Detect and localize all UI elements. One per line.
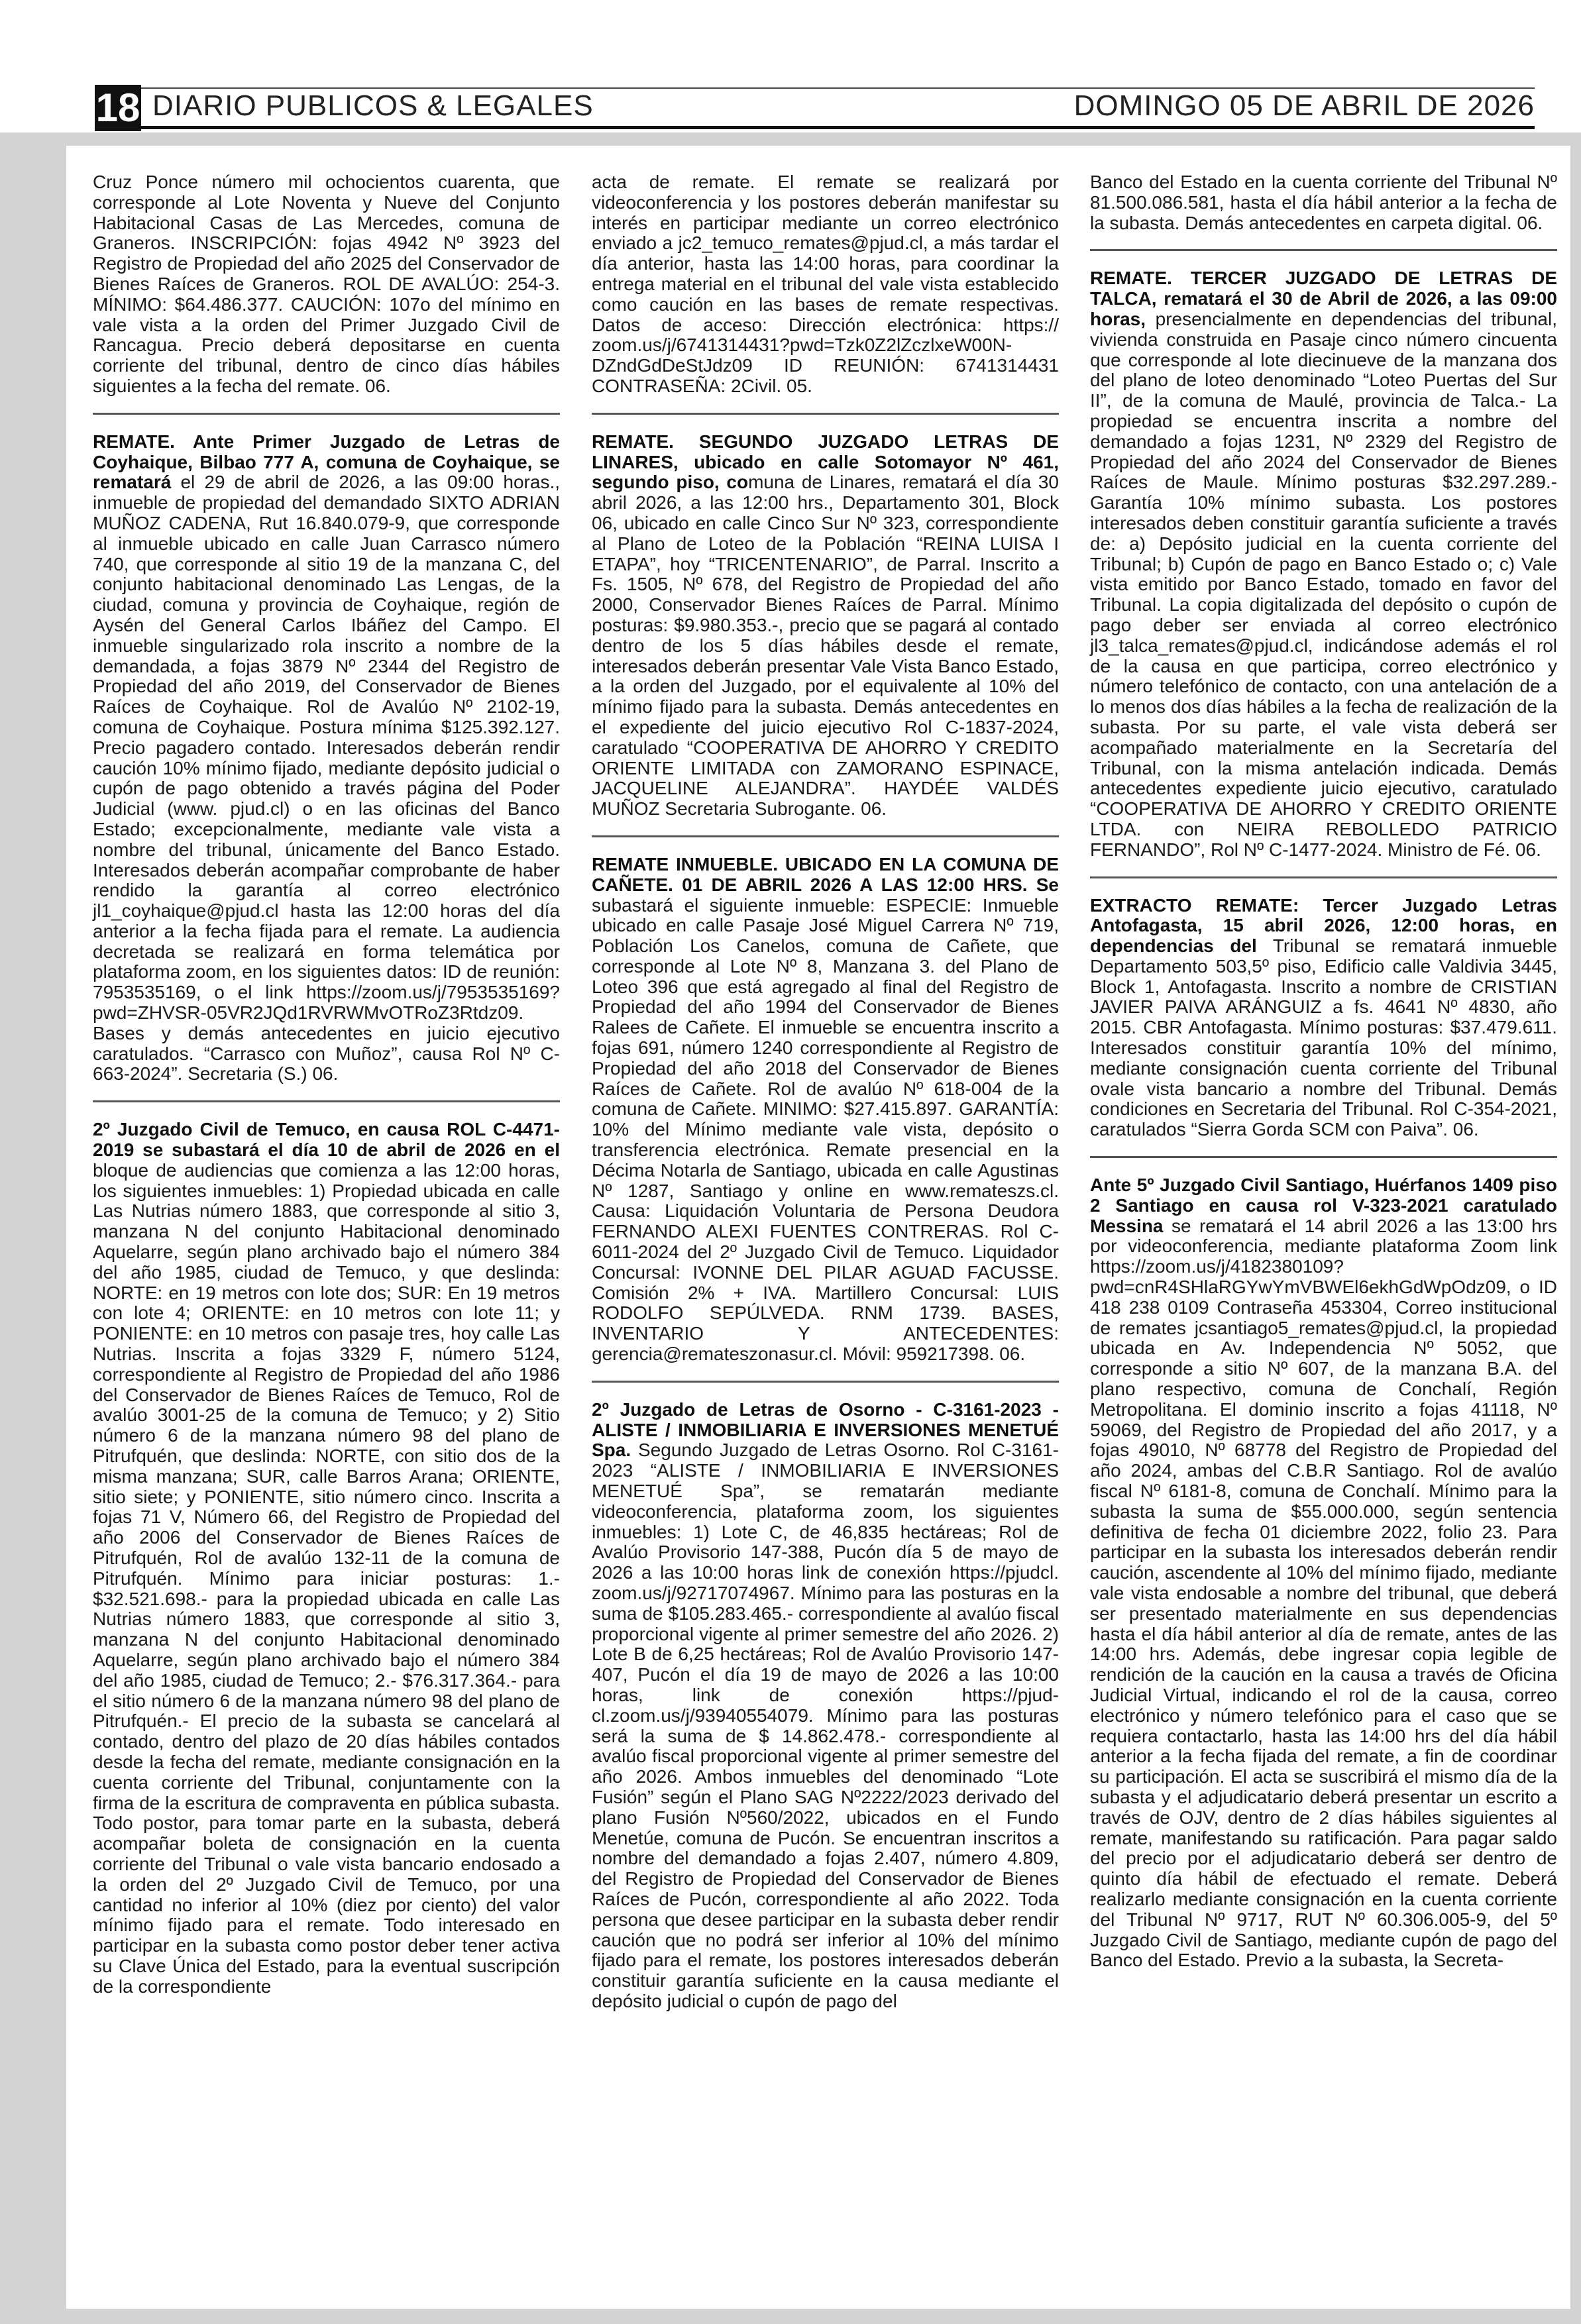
notice-lead: REMATE INMUEBLE. UBICADO EN LA COMUNA DE CAÑETE. 01 DE ABRIL 2026 A LAS 12:00 HRS. Se	[592, 853, 1059, 895]
notice-lead: REMATE. Ante Primer Juzgado de Letras de Coyhaique, Bilbao 777 A, comuna de Coyhaique, se rematará	[93, 431, 560, 493]
notice	[93, 432, 560, 1085]
notice-separator	[93, 413, 560, 415]
notice-lead: 2º Juzgado de Letras de Osorno - C-3161-2023 - ALISTE / INMOBILIARIA E INVERSIONES MENETUÉ Spa.	[592, 1399, 1059, 1461]
header-bottom-rule	[95, 126, 1535, 129]
notice-body: Segundo Juzgado de Letras Osorno. Rol C-3161-2023 “ALISTE / INMOBILIARIA E INVERSIONES MENETUÉ Spa”, se rematarán mediante videoconferencia, plataforma zoom, los siguientes inmuebles: 1) Lote C, de 46,835 hectáreas; Rol de Avalúo Provisorio 147-388, Pucón día 5 de mayo de 2026 a las 10:00 horas link de conexión https://pjudcl. zoom.us/j/92717074967. Mínimo para las posturas en la suma de $105.283.465.- correspondiente al avalúo fiscal proporcional vigente al primer semestre del año 2026. 2) Lote B de 6,25 hectáreas; Rol de Avalúo Provisorio 147-407, Pucón el día 19 de mayo de 2026 a las 10:00 horas, link de conexión https://pjud-cl.zoom.us/j/93940554079. Mínimo para las posturas será la suma de $ 14.862.478.- correspondiente al avalúo fiscal proporcional vigente al primer semestre del año 2026. Ambos inmuebles del denominado “Lote Fusión” según el Plano SAG Nº2222/2023 derivado del plano Fusión Nº560/2022, ubicados en el Fundo Menetúe, comuna de Pucón. Se encuentran inscritos a nombre del demandado a fojas 2.407, número 4.809, del Registro de Propiedad del Conservador de Bienes Raíces de Pucón, correspondiente al año 2022. Toda persona que desee participar en la subasta deber rendir caución que no podrá ser inferior al 10% del mínimo fijado para el remate, los postores interesados deberán constituir garantía suficiente en la causa mediante el depósito judicial o cupón de pago del	[592, 1440, 1059, 2011]
notice	[592, 172, 1059, 397]
notice-body: Cruz Ponce número mil ochocientos cuarenta, que corresponde al Lote Noventa y Nueve del Conjunto Habitacional Casas de Las Mercedes, comuna de Graneros. INSCRIPCIÓN: fojas 4942 Nº 3923 del Registro de Propiedad del año 2025 del Conservador de Bienes Raíces de Graneros. ROL DE AVALÚO: 254-3. MÍNIMO: $64.486.377. CAUCIÓN: 107o del mínimo en vale vista a la orden del Primer Juzgado Civil de Rancagua. Precio deberá depositarse en cuenta corriente del tribunal, dentro de cinco días hábiles siguientes a la fecha del remate. 06.	[93, 172, 560, 396]
issue-date: DOMINGO 05 DE ABRIL DE 2026	[1073, 89, 1535, 122]
notice-body: muna de Linares, rematará el día 30 abril 2026, a las 12:00 hrs., Departamento 301, Block 06, ubicado en calle Cinco Sur Nº 323, correspondiente al Plano de Loteo de la Población “REINA LUISA I ETAPA”, hoy “TRICENTENARIO”, de Parral. Inscrito a Fs. 1505, Nº 678, del Registro de Propiedad del año 2000, Conservador Bienes Raíces de Parral. Mínimo posturas: $9.980.353.-, precio que se pagará al contado dentro de los 5 días hábiles desde el remate, interesados deberán presentar Vale Vista Banco Estado, a la orden del Juzgado, por el equivalente al 10% del mínimo fijado para la subasta. Demás antecedentes en el expediente del juicio ejecutivo Rol C-1837-2024, caratulado “COOPERATIVA DE AHORRO Y CREDITO ORIENTE LIMITADA con ZAMORANO ESPINACE, JACQUELINE ALEJANDRA”. HAYDÉE VALDÉS MUÑOZ Secretaria Subrogante. 06.	[592, 472, 1059, 819]
notice	[1090, 172, 1557, 233]
notice	[1090, 1175, 1557, 1971]
notice-lead: Ante 5º Juzgado Civil Santiago, Huérfanos 1409 piso 2 Santiago en causa rol V-323-2021 caratulado Messina	[1090, 1175, 1557, 1236]
page-header	[0, 0, 1581, 132]
notice-lead: REMATE. SEGUNDO JUZGADO LETRAS DE LINARES, ubicado en calle Sotomayor Nº 461, segundo piso, co	[592, 431, 1059, 493]
notice-body: el 29 de abril de 2026, a las 09:00 horas., inmueble de propiedad del demandado SIXTO ADRIAN MUÑOZ CADENA, Rut 16.840.079-9, que corresponde al inmueble ubicado en calle Juan Carrasco número 740, que corresponde al sitio 19 de la manzana C, del conjunto habitacional denominado Las Lengas, de la ciudad, comuna y provincia de Coyhaique, región de Aysén del General Carlos Ibáñez del Campo. El inmueble singularizado rola inscrito a nombre de la demandada, a fojas 3879 Nº 2344 del Registro de Propiedad del año 2019, del Conservador de Bienes Raíces de Coyhaique. Rol de Avalúo Nº 2102-19, comuna de Coyhaique. Postura mínima $125.392.127. Precio pagadero contado. Interesados deberán rendir caución 10% mínimo fijado, mediante depósito judicial o cupón de pago obtenido a través página del Poder Judicial (www. pjud.cl) o en las oficinas del Banco Estado; excepcionalmente, mediante vale vista a nombre del tribunal, únicamente del Banco Estado. Interesados deberán acompañar comprobante de haber rendido la garantía al correo electrónico jl1_coyhaique@pjud.cl hasta las 12:00 horas del día anterior a la fecha fijada para el remate. La audiencia decretada se realizará en forma telemática por plataforma zoom, en los siguientes datos: ID de reunión: 7953535169, o el link https://zoom.us/j/7953535169?pwd=ZHVSR-05VR2JQd1RVRWMvOTRoZ3Rtdz09. Bases y demás antecedentes en juicio ejecutivo caratulados. “Carrasco con Muñoz”, causa Rol Nº C-663-2024”. Secretaria (S.) 06.	[93, 472, 560, 1084]
notice-separator	[592, 413, 1059, 415]
notice-body: acta de remate. El remate se realizará por videoconferencia y los postores deberán manifestar su interés en participar mediante un correo electrónico enviado a jc2_temuco_remates@pjud.cl, a más tardar el día anterior, hasta las 14:00 horas, para coordinar la entrega material en el tribunal del vale vista establecido como caución en las bases de remate respectivas. Datos de acceso: Dirección electrónica: https:// zoom.us/j/6741314431?pwd=Tzk0Z2lZczlxeW00N-DZndGdDeStJdz09 ID REUNIÓN: 6741314431 CONTRASEÑA: 2Civil. 05.	[592, 172, 1059, 396]
notice-separator	[592, 1381, 1059, 1383]
header-top-rule	[95, 87, 1535, 89]
notice-separator	[93, 1100, 560, 1102]
notice	[1090, 896, 1557, 1141]
notice-body: bloque de audiencias que comienza a las 12:00 horas, los siguientes inmuebles: 1) Propiedad ubicada en calle Las Nutrias número 1883, que corresponde al sitio 3, manzana N del conjunto Habitacional denominado Aquelarre, según plano archivado bajo el número 384 del año 1985, ciudad de Temuco, y que deslinda: NORTE: en 19 metros con lote dos; SUR: En 19 metros con lote 4; ORIENTE: en 10 metros con lote 11; y PONIENTE: en 10 metros con pasaje tres, hoy calle Las Nutrias. Inscrita a fojas 3329 F, número 5124, correspondiente al Registro de Propiedad del año 1986 del Conservador de Bienes Raíces de Temuco, Rol de avalúo 3001-25 de la comuna de Temuco; y 2) Sitio número 6 de la manzana número 98 del plano de Pitrufquén, que deslinda: NORTE, con sitio dos de la misma manzana; SUR, calle Barros Arana; ORIENTE, sitio siete; y PONIENTE, sitio número cinco. Inscrita a fojas 71 V, Número 66, del Registro de Propiedad del año 2006 del Conservador de Bienes Raíces de Pitrufquén, Rol de avalúo 132-11 de la comuna de Pitrufquén. Mínimo para iniciar posturas: 1.- $32.521.698.- para la propiedad ubicada en calle Las Nutrias número 1883, que corresponde al sitio 3, manzana N del conjunto Habitacional denominado Aquelarre, según plano archivado bajo el número 384 del año 1985, ciudad de Temuco; 2.- $76.317.364.- para el sitio número 6 de la manzana número 98 del plano de Pitrufquén.- El precio de la subasta se cancelará al contado, dentro del plazo de 20 días hábiles contados desde la fecha del remate, mediante consignación en la cuenta corriente del Tribunal, conjuntamente con la firma de la escritura de compraventa en pública subasta. Todo postor, para tomar parte en la subasta, deberá acompañar boleta de consignación en la cuenta corriente del Tribunal o vale vista bancario endosado a la orden del 2º Juzgado Civil de Temuco, por una cantidad no inferior al 10% (diez por ciento) del valor mínimo fijado para el remate. Todo interesado en participar en la subasta como postor deber tener activa su Clave Única del Estado, para la eventual suscripción de la correspondiente	[93, 1159, 560, 1997]
column-2	[592, 172, 1059, 2012]
notice-body: Banco del Estado en la cuenta corriente del Tribunal Nº 81.500.086.581, hasta el día hábil anterior a la fecha de la subasta. Demás antecedentes en carpeta digital. 06.	[1090, 172, 1557, 233]
notice-lead: 2º Juzgado Civil de Temuco, en causa ROL C-4471-2019 se subastará el día 10 de abril de 2026 en el	[93, 1119, 560, 1161]
notice	[93, 172, 560, 397]
notice	[592, 1400, 1059, 2012]
notice-lead: EXTRACTO REMATE: Tercer Juzgado Letras Antofagasta, 15 abril 2026, 12:00 horas, en dependencias del	[1090, 894, 1557, 957]
notice-lead: REMATE. TERCER JUZGADO DE LETRAS DE TALCA, rematará el 30 de Abril de 2026, a las 09:00 horas,	[1090, 268, 1557, 329]
notice	[592, 432, 1059, 819]
column-3	[1090, 172, 1557, 1971]
notice-separator	[592, 835, 1059, 837]
newspaper-section-title: DIARIO PUBLICOS & LEGALES	[152, 89, 594, 122]
notice-separator	[1090, 249, 1557, 251]
notice-body: subastará el siguiente inmueble: ESPECIE: Inmueble ubicado en calle Pasaje José Miguel Carrera Nº 719, Población Los Canelos, comuna de Cañete, que corresponde al Lote Nº 8, Manzana 3. del Plano de Loteo 396 que está agregado al final del Registro de Propiedad del año 1994 del Conservador de Bienes Ralees de Cañete. El inmueble se encuentra inscrito a fojas 691, número 1240 correspondiente al Registro de Propiedad del año 2018 del Conservador de Bienes Raíces de Cañete. Rol de avalúo Nº 618-004 de la comuna de Cañete. MINIMO: $27.415.897. GARANTÍA: 10% del Mínimo mediante vale vista, depósito o transferencia electrónica. Remate presencial en la Décima Notarla de Santiago, ubicada en calle Agustinas Nº 1287, Santiago y online en www.remateszs.cl. Causa: Liquidación Voluntaria de Persona Deudora FERNANDO ALEXI FUENTES CONTRERAS. Rol C-6011-2024 del 2º Juzgado Civil de Temuco. Liquidador Concursal: IVONNE DEL PILAR AGUAD FACUSSE. Comisión 2% + IVA. Martillero Concursal: LUIS RODOLFO SEPÚLVEDA. RNM 1739. BASES, INVENTARIO Y ANTECEDENTES: gerencia@remateszonasur.cl. Móvil: 959217398. 06.	[592, 894, 1059, 1365]
column-1	[93, 172, 560, 1997]
notice	[1090, 268, 1557, 860]
notice	[93, 1120, 560, 1997]
notice-body: presencialmente en dependencias del tribunal, vivienda construida en Pasaje cinco número cincuenta que corresponde al lote diecinueve de la manzana dos del plano de loteo denominado “Loteo Puertas del Sur II”, de la comuna de Maulé, provincia de Talca.- La propiedad se encuentra inscrita a nombre del demandado a fojas 1231, Nº 2329 del Registro de Propiedad del año 2024 del Conservador de Bienes Raíces de Maule. Mínimo posturas $32.297.289.- Garantía 10% mínimo subasta. Los postores interesados deben constituir garantía suficiente a través de: a) Depósito judicial en la cuenta corriente del Tribunal; b) Cupón de pago en Banco Estado o; c) Vale vista emitido por Banco Estado, tomado en favor del Tribunal. La copia digitalizada del depósito o cupón de pago deber ser enviada al correo electrónico jl3_talca_remates@pjud.cl, indicándose además el rol de la causa en que participa, correo electrónico y número telefónico de contacto, con una antelación de a lo menos dos días hábiles a la fecha de realización de la subasta. Por su parte, el vale vista deberá ser acompañado materialmente en la Secretaría del Tribunal, con la misma antelación indicada. Demás antecedentes expediente juicio ejecutivo, caratulado “COOPERATIVA DE AHORRO Y CREDITO ORIENTE LTDA. con NEIRA REBOLLEDO PATRICIO FERNANDO”, Rol Nº C-1477-2024. Ministro de Fé. 06.	[1090, 308, 1557, 860]
page-number: 18	[95, 85, 140, 130]
notice-separator	[1090, 1156, 1557, 1158]
notice-separator	[1090, 876, 1557, 878]
notice-body: Tribunal se rematará inmueble Departamento 503,5º piso, Edificio calle Valdivia 3445, Block 1, Antofagasta. Inscrito a nombre de CRISTIAN JAVIER PAIVA ARÁNGUIZ a fs. 4641 Nº 4830, año 2015. CBR Antofagasta. Mínimo posturas: $37.479.611. Interesados constituir garantía 10% del mínimo, mediante consignación cuenta corriente del Tribunal ovale vista bancario a nombre del Tribunal. Demás condiciones en Secretaria del Tribunal. Rol C-354-2021, caratulados “Sierra Gorda SCM con Paiva”. 06.	[1090, 935, 1557, 1140]
notices-page	[66, 146, 1570, 2309]
notice	[592, 855, 1059, 1365]
notice-body: se rematará el 14 abril 2026 a las 13:00 hrs por videoconferencia, mediante plataforma Zoom link https://zoom.us/j/4182380109?pwd=cnR4SHlaRGYwYmVBWEl6ekhGdWpOdz09, o ID 418 238 0109 Contraseña 453304, Correo institucional de remates jcsantiago5_remates@pjud.cl, la propiedad ubicada en Av. Independencia Nº 5052, que corresponde a sitio Nº 607, de la manzana B.A. del plano respectivo, comuna de Conchalí, Región Metropolitana. El dominio inscrito a fojas 41118, Nº 59069, del Registro de Propiedad del año 2017, y a fojas 49010, Nº 68778 del Registro de Propiedad del año 2024, ambas del C.B.R Santiago. Rol de avalúo fiscal Nº 6181-8, comuna de Conchalí. Mínimo para la subasta la suma de $55.000.000, según sentencia definitiva de fecha 01 diciembre 2022, folio 23. Para participar en la subasta los interesados deberán rendir caución, ascendente al 10% del mínimo fijado, mediante vale vista endosable a nombre del tribunal, que deberá ser presentado materialmente en sus dependencias hasta el día hábil anterior al día de remate, antes de las 14:00 hrs. Además, debe ingresar copia legible de rendición de la caución en la causa a través de Oficina Judicial Virtual, indicando el rol de la causa, correo electrónico y número telefónico para el caso que se requiera contactarlo, hasta las 14:00 hrs del día hábil anterior a la fecha fijada del remate, a fin de coordinar su participación. El acta se suscribirá el mismo día de la subasta y el adjudicatario deberá presentar un escrito a través de OJV, dentro de 2 días hábiles siguientes al remate, manifestando su ratificación. Para pagar saldo del precio por el adjudicatario deberá ser dentro de quinto día hábil de efectuado el remate. Deberá realizarlo mediante consignación en la cuenta corriente del Tribunal Nº 9717, RUT Nº 60.306.005-9, del 5º Juzgado Civil de Santiago, mediante cupón de pago del Banco del Estado. Previo a la subasta, la Secreta-	[1090, 1215, 1557, 1971]
